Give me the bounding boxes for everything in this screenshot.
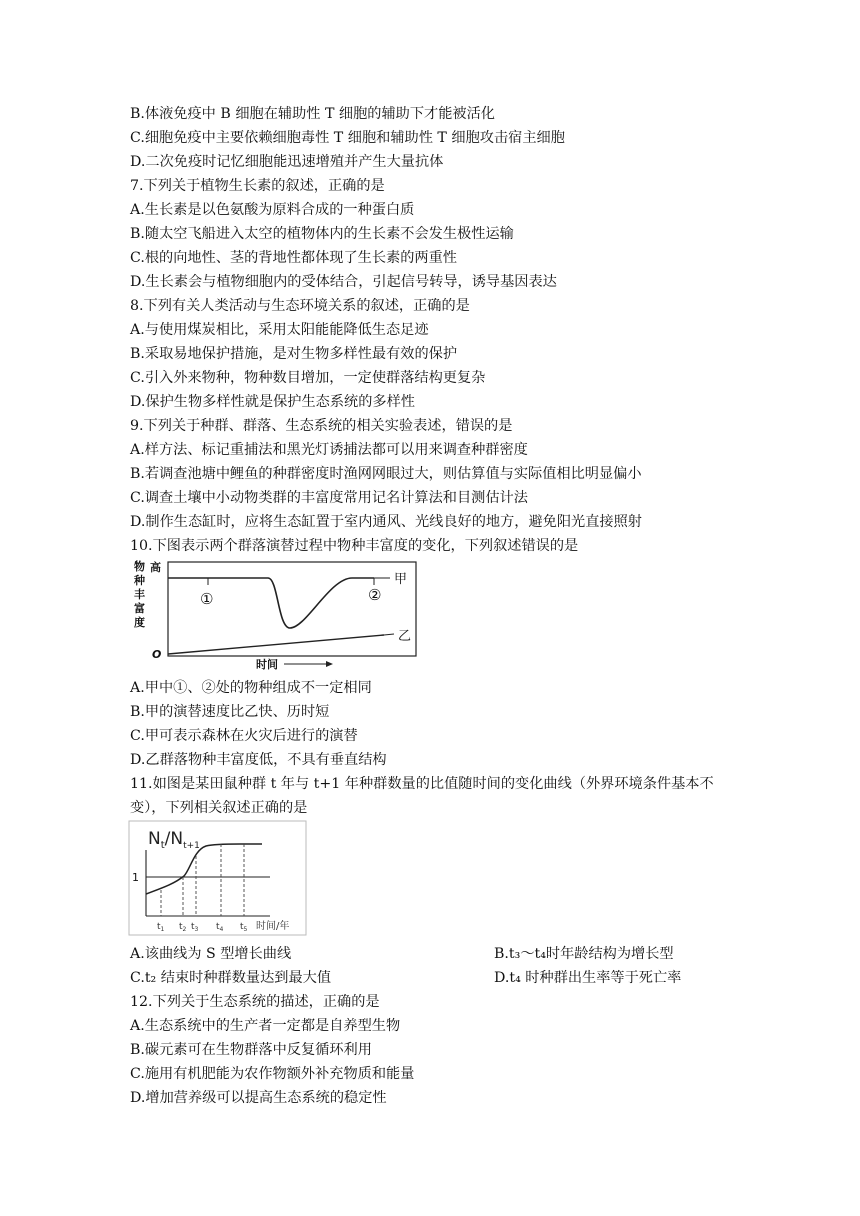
option-c: C.t₂ 结束时种群数量达到最大值: [130, 970, 332, 986]
point-2-label: ②: [368, 586, 382, 604]
line-b: [168, 635, 384, 654]
text-line: A.与使用煤炭相比，采用太阳能能降低生态足迹: [130, 322, 429, 338]
question-9-stem: 9.下列关于种群、群落、生态系统的相关实验表述，错误的是: [130, 418, 513, 434]
question-12-stem: 12.下列关于生态系统的描述，正确的是: [130, 994, 380, 1010]
x-tick-label: $t_3$: [191, 922, 199, 933]
text-line: D.乙群落物种丰富度低，不具有垂直结构: [130, 752, 387, 768]
x-tick-label: $t_2$: [179, 922, 187, 933]
series-b-leader: [384, 634, 394, 635]
ratio-figure: [128, 820, 308, 938]
option-a: A.该曲线为 S 型增长曲线: [130, 946, 292, 962]
text-line: C.甲可表示森林在火灾后进行的演替: [130, 728, 358, 744]
text-line: 变），下列相关叙述正确的是: [130, 800, 308, 816]
text-line: C.根的向地性、茎的背地性都体现了生长素的两重性: [130, 250, 457, 266]
text-line: D.保护生物多样性就是保护生态系统的多样性: [130, 394, 415, 410]
text-line: B.采取易地保护措施，是对生物多样性最有效的保护: [130, 346, 458, 362]
option-d: D.t₄ 时种群出生率等于死亡率: [494, 970, 682, 986]
origin-label: O: [152, 648, 162, 661]
option-b: B.t₃～t₄时年龄结构为增长型: [494, 946, 674, 962]
y-axis-label-char: 度: [134, 616, 145, 629]
text-line: C.调查土壤中小动物类群的丰富度常用记名计算法和目测估计法: [130, 490, 528, 506]
plot-frame: [168, 562, 416, 656]
text-line: C.引入外来物种，物种数目增加，一定使群落结构更复杂: [130, 370, 486, 386]
text-line: B.若调查池塘中鲤鱼的种群密度时渔网网眼过大，则估算值与实际值相比明显偏小: [130, 466, 642, 482]
text-line: A.生态系统中的生产者一定都是自养型生物: [130, 1018, 401, 1034]
text-line: C.细胞免疫中主要依赖细胞毒性 T 细胞和辅助性 T 细胞攻击宿主细胞: [130, 130, 565, 146]
x-tick-label: $t_5$: [240, 922, 248, 933]
text-line: D.增加营养级可以提高生态系统的稳定性: [130, 1090, 387, 1106]
text-line: A.甲中①、②处的物种组成不一定相同: [130, 680, 372, 696]
question-8-stem: 8.下列有关人类活动与生态环境关系的叙述，正确的是: [130, 298, 470, 314]
text-line: B.随太空飞船进入太空的植物体内的生长素不会发生极性运输: [130, 226, 514, 242]
y-axis-label-char: 富: [134, 602, 145, 615]
x-tick-label: $t_1$: [157, 922, 165, 933]
y-axis-label-char: 物: [134, 560, 145, 573]
x-axis-label: 时间/年: [256, 921, 290, 932]
x-tick-label: $t_4$: [216, 922, 224, 933]
text-line: B.体液免疫中 B 细胞在辅助性 T 细胞的辅助下才能被活化: [130, 106, 495, 122]
question-11-stem: 11.如图是某田鼠种群 t 年与 t+1 年种群数量的比值随时间的变化曲线（外界环境条件基本不: [130, 776, 714, 792]
series-b-label: 乙: [398, 629, 412, 644]
y-axis-label-char: 种: [134, 574, 145, 587]
succession-figure: [128, 556, 418, 674]
text-line: B.甲的演替速度比乙快、历时短: [130, 704, 330, 720]
text-line: C.施用有机肥能为农作物额外补充物质和能量: [130, 1066, 415, 1082]
text-line: D.生长素会与植物细胞内的受体结合，引起信号转导，诱导基因表达: [130, 274, 557, 290]
question-7-stem: 7.下列关于植物生长素的叙述，正确的是: [130, 178, 385, 194]
point-1-label: ①: [200, 590, 214, 608]
y-axis-high-label: 高: [150, 561, 161, 574]
ratio-curve: [146, 844, 262, 894]
text-line: A.样方法、标记重捕法和黑光灯诱捕法都可以用来调查种群密度: [130, 442, 528, 458]
y-axis-label-char: 丰: [134, 588, 145, 601]
text-line: A.生长素是以色氨酸为原料合成的一种蛋白质: [130, 202, 415, 218]
text-line: D.二次免疫时记忆细胞能迅速增殖并产生大量抗体: [130, 154, 444, 170]
text-line: D.制作生态缸时，应将生态缸置于室内通风、光线良好的地方，避免阳光直接照射: [130, 514, 642, 530]
y-one-label: 1: [132, 871, 139, 884]
text-line: B.碳元素可在生物群落中反复循环利用: [130, 1042, 372, 1058]
series-a-label: 甲: [394, 572, 408, 587]
y-axis-label: $N_t/N_{t+1}$: [148, 829, 200, 851]
question-10-stem: 10.下图表示两个群落演替过程中物种丰富度的变化，下列叙述错误的是: [130, 538, 579, 554]
x-axis-label: 时间: [256, 658, 278, 671]
curve-a: [168, 578, 374, 628]
time-arrow-head: [326, 661, 333, 667]
